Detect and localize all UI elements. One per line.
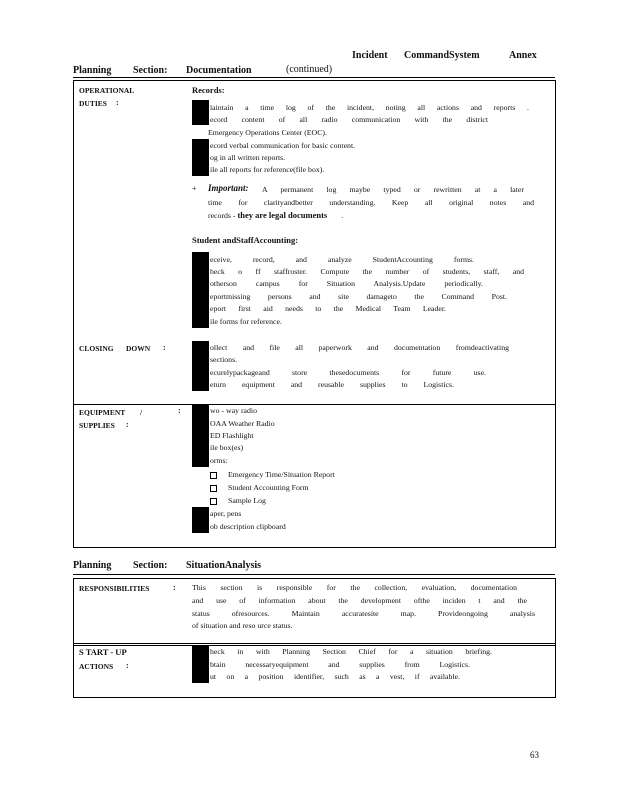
checkbox-icon xyxy=(210,498,217,505)
header-incident: Incident xyxy=(352,50,388,61)
header-command-system: CommandSystem xyxy=(404,50,480,61)
closing-line: sections. xyxy=(210,355,238,364)
table-divider xyxy=(74,404,555,405)
header-planning: Planning xyxy=(73,65,112,76)
redaction-bar xyxy=(192,100,209,125)
redaction-bar xyxy=(192,139,209,176)
important-text: records - xyxy=(208,211,236,220)
section2-planning: Planning xyxy=(73,560,112,571)
student-line: eceive, record, and analyze StudentAccounting forms. xyxy=(210,255,474,264)
records-line: Emergency Operations Center (EOC). xyxy=(208,128,327,137)
equipment-label: EQUIPMENT xyxy=(79,408,126,417)
records-line: ile all reports for reference(file box). xyxy=(210,165,325,174)
startup-colon: : xyxy=(126,661,129,670)
equipment-colon-2: : xyxy=(178,406,181,415)
records-heading: Records: xyxy=(192,85,225,95)
redaction-bar xyxy=(192,341,209,391)
page-number: 63 xyxy=(530,750,539,760)
equipment-line: OAA Weather Radio xyxy=(210,419,275,428)
header-annex: Annex xyxy=(509,50,537,61)
forms-item: Student Accounting Form xyxy=(228,483,309,492)
closing-line: eturn equipment and reusable supplies to Logistics. xyxy=(210,380,454,389)
responsibilities-line: of situation and reso urce status. xyxy=(192,621,293,630)
closing-line: ollect and file all paperwork and documentation fromdeactivating xyxy=(210,343,509,352)
header-rule xyxy=(73,77,555,78)
student-line: ile forms for reference. xyxy=(210,317,282,326)
important-label: Important: xyxy=(208,183,249,193)
down-label: DOWN xyxy=(126,344,151,353)
equipment-colon: : xyxy=(126,420,129,429)
startup-label: S TART - UP xyxy=(79,647,127,657)
forms-item: Sample Log xyxy=(228,496,266,505)
actions-label: ACTIONS xyxy=(79,662,114,671)
important-plus: + xyxy=(192,184,197,193)
startup-line: ut on a position identifier, such as a vest, if available. xyxy=(210,672,460,681)
important-line: A permanent log maybe typed or rewritten at a later xyxy=(262,185,524,194)
operational-label: OPERATIONAL xyxy=(79,86,135,95)
equipment-line: aper, pens xyxy=(210,509,242,518)
equipment-line: ob description clipboard xyxy=(210,522,286,531)
records-line: ecord content of all radio communication with the district xyxy=(210,115,488,124)
important-emphasis: they are legal documents xyxy=(237,210,328,220)
student-line: eport first aid needs to the Medical Team Leader. xyxy=(210,304,446,313)
closing-line: ecurelypackageand store thesedocuments for future use. xyxy=(210,368,486,377)
checkbox-icon xyxy=(210,472,217,479)
student-line: otherson campus for Situation Analysis.Update periodically. xyxy=(210,279,483,288)
startup-line: btain necessaryequipment and supplies from Logistics. xyxy=(210,660,470,669)
checkbox-icon xyxy=(210,485,217,492)
redaction-bar xyxy=(192,645,209,683)
records-line: ecord verbal communication for basic content. xyxy=(210,141,356,150)
supplies-label: SUPPLIES xyxy=(79,421,115,430)
section2-section: Section: xyxy=(133,560,168,571)
responsibilities-colon: : xyxy=(173,583,176,592)
important-line: time for clarityandbetter understanding. Keep all original notes and xyxy=(208,198,534,207)
equipment-line: wo - way radio xyxy=(210,406,257,415)
operational-colon: : xyxy=(116,98,119,107)
section2-name: SituationAnalysis xyxy=(186,560,262,571)
responsibilities-line: This section is responsible for the collection, evaluation, documentation xyxy=(192,583,517,592)
header-documentation: Documentation xyxy=(186,65,252,76)
header-section: Section: xyxy=(133,65,168,76)
redaction-bar xyxy=(192,252,209,328)
student-accounting-heading: Student andStaffAccounting: xyxy=(192,235,299,245)
records-line: og in all written reports. xyxy=(210,153,286,162)
equipment-line: ED Flashlight xyxy=(210,431,254,440)
startup-line: heck in with Planning Section Chief for a situation briefing. xyxy=(210,647,492,656)
forms-item: Emergency Time/Situation Report xyxy=(228,470,335,479)
responsibilities-line: status ofresources. Maintain accuratesite map. Provideongoing analysis xyxy=(192,609,535,618)
important-line xyxy=(208,209,343,222)
equipment-slash: / xyxy=(140,408,143,417)
redaction-bar xyxy=(192,405,209,467)
equipment-line: orms: xyxy=(210,456,228,465)
student-line: eportmissing persons and site damageto the Command Post. xyxy=(210,292,507,301)
duties-label: DUTIES xyxy=(79,99,107,108)
closing-label: CLOSING xyxy=(79,344,114,353)
records-line: laintain a time log of the incident, noting all actions and reports . xyxy=(210,103,529,112)
equipment-line: ile box(es) xyxy=(210,443,244,452)
responsibilities-line: and use of information about the development ofthe inciden t and the xyxy=(192,596,527,605)
section2-rule xyxy=(73,574,555,575)
important-text: . xyxy=(341,211,344,220)
responsibilities-label: RESPONSIBILITIES xyxy=(79,584,150,593)
closing-colon: : xyxy=(163,343,166,352)
student-line: heck o ff staffroster. Compute the number of students, staff, and xyxy=(210,267,524,276)
header-continued: (continued) xyxy=(286,64,333,75)
redaction-bar xyxy=(192,507,209,533)
